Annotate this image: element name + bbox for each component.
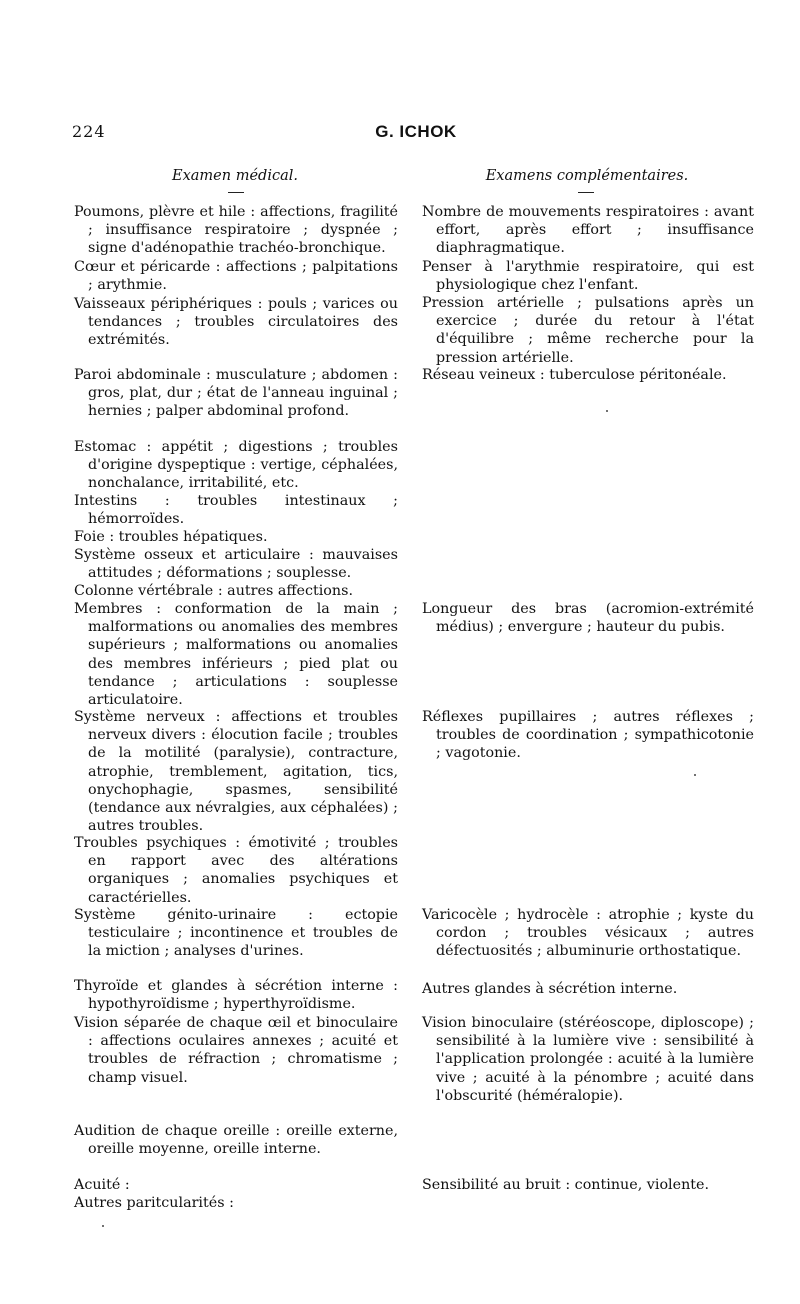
right-column-title: Examens complémentaires. <box>485 168 689 184</box>
print-speck <box>694 774 696 776</box>
entry-poumons: Poumons, plèvre et hile : affections, fragilité ; insuffisance respiratoire ; dyspnée ; signe d'adénopathie trachéo-bronchique. <box>74 204 398 257</box>
entry-longueur-bras: Longueur des bras (acromion-extrémité médius) ; envergure ; hauteur du pubis. <box>422 601 754 636</box>
print-speck <box>102 1225 104 1227</box>
entry-vision-binoculaire: Vision binoculaire (stéréoscope, diploscope) ; sensibilité à la lumière vive : sensibilité à l'application prolongée : acuité à la lumière vive ; acuité à la pénombre ; acuité dans l'obscurité (héméralopie). <box>422 1015 754 1104</box>
entry-colonne: Colonne vértébrale : autres affections. <box>74 583 353 599</box>
print-speck <box>606 410 608 412</box>
running-head: G. ICHOK <box>375 122 457 141</box>
entry-paroi-abdominale: Paroi abdominale : musculature ; abdomen : gros, plat, dur ; état de l'anneau inguinal ; hernies ; palper abdominal profond. <box>74 367 398 420</box>
entry-foie: Foie : troubles hépatiques. <box>74 529 268 545</box>
entry-membres: Membres : conformation de la main ; malformations ou anomalies des membres supérieurs ; malformations ou anomalies des membres inférieurs ; pied plat ou tendance ; articulations : souplesse articulatoire. <box>74 601 398 709</box>
page-number: 224 <box>72 122 106 141</box>
entry-vaisseaux: Vaisseaux périphériques : pouls ; varices ou tendances ; troubles circulatoires des extrémités. <box>74 296 398 349</box>
entry-troubles-psychiques: Troubles psychiques : émotivité ; troubles en rapport avec des altérations organiques ; anomalies psychiques et caractérielles. <box>74 835 398 906</box>
entry-intestins: Intestins : troubles intestinaux ; hémorroïdes. <box>74 493 398 528</box>
entry-sensibilite-bruit: Sensibilité au bruit : continue, violente. <box>422 1177 710 1193</box>
entry-reseau-veineux: Réseau veineux : tuberculose péritonéale. <box>422 367 727 383</box>
entry-pression-arterielle: Pression artérielle ; pulsations après un exercice ; durée du retour à l'état d'équilibre ; même recherche pour la pression artérielle. <box>422 295 754 366</box>
entry-genito-urinaire: Système génito-urinaire : ectopie testiculaire ; incontinence et troubles de la miction ; analyses d'urines. <box>74 907 398 960</box>
entry-varicocele: Varicocèle ; hydrocèle : atrophie ; kyste du cordon ; troubles vésicaux ; autres défectuosités ; albuminurie orthostatique. <box>422 907 754 960</box>
entry-vision: Vision séparée de chaque œil et binoculaire : affections oculaires annexes ; acuité et troubles de réfraction ; chromatisme ; champ visuel. <box>74 1015 398 1086</box>
left-title-dash <box>228 192 244 193</box>
entry-autres-glandes: Autres glandes à sécrétion interne. <box>422 981 678 997</box>
entry-autres-particularites: Autres paritcularités : <box>74 1195 234 1211</box>
entry-estomac: Estomac : appétit ; digestions ; troubles d'origine dyspeptique : vertige, céphalées, nonchalance, irritabilité, etc. <box>74 439 398 492</box>
entry-systeme-osseux: Système osseux et articulaire : mauvaises attitudes ; déformations ; souplesse. <box>74 547 398 582</box>
left-column-title: Examen médical. <box>172 168 298 184</box>
right-title-dash <box>578 192 594 193</box>
entry-arythmie: Penser à l'arythmie respiratoire, qui est physiologique chez l'enfant. <box>422 259 754 294</box>
entry-thyroide: Thyroïde et glandes à sécrétion interne : hypothyroïdisme ; hyperthyroïdisme. <box>74 978 398 1013</box>
entry-reflexes: Réflexes pupillaires ; autres réflexes ; troubles de coordination ; sympathicotonie ; vagotonie. <box>422 709 754 762</box>
entry-mouvements-respiratoires: Nombre de mouvements respiratoires : avant effort, après effort ; insuffisance diaphragmatique. <box>422 204 754 257</box>
entry-audition: Audition de chaque oreille : oreille externe, oreille moyenne, oreille interne. <box>74 1123 398 1158</box>
entry-coeur: Cœur et péricarde : affections ; palpitations ; arythmie. <box>74 259 398 294</box>
entry-systeme-nerveux: Système nerveux : affections et troubles nerveux divers : élocution facile ; troubles de la motilité (paralysie), contracture, atrophie, tremblement, agitation, tics, onychophagie, spasmes, sensibilité (tendance aux névralgies, aux céphalées) ; autres troubles. <box>74 709 398 835</box>
entry-acuite: Acuité : <box>74 1177 130 1193</box>
page-header <box>72 122 760 146</box>
